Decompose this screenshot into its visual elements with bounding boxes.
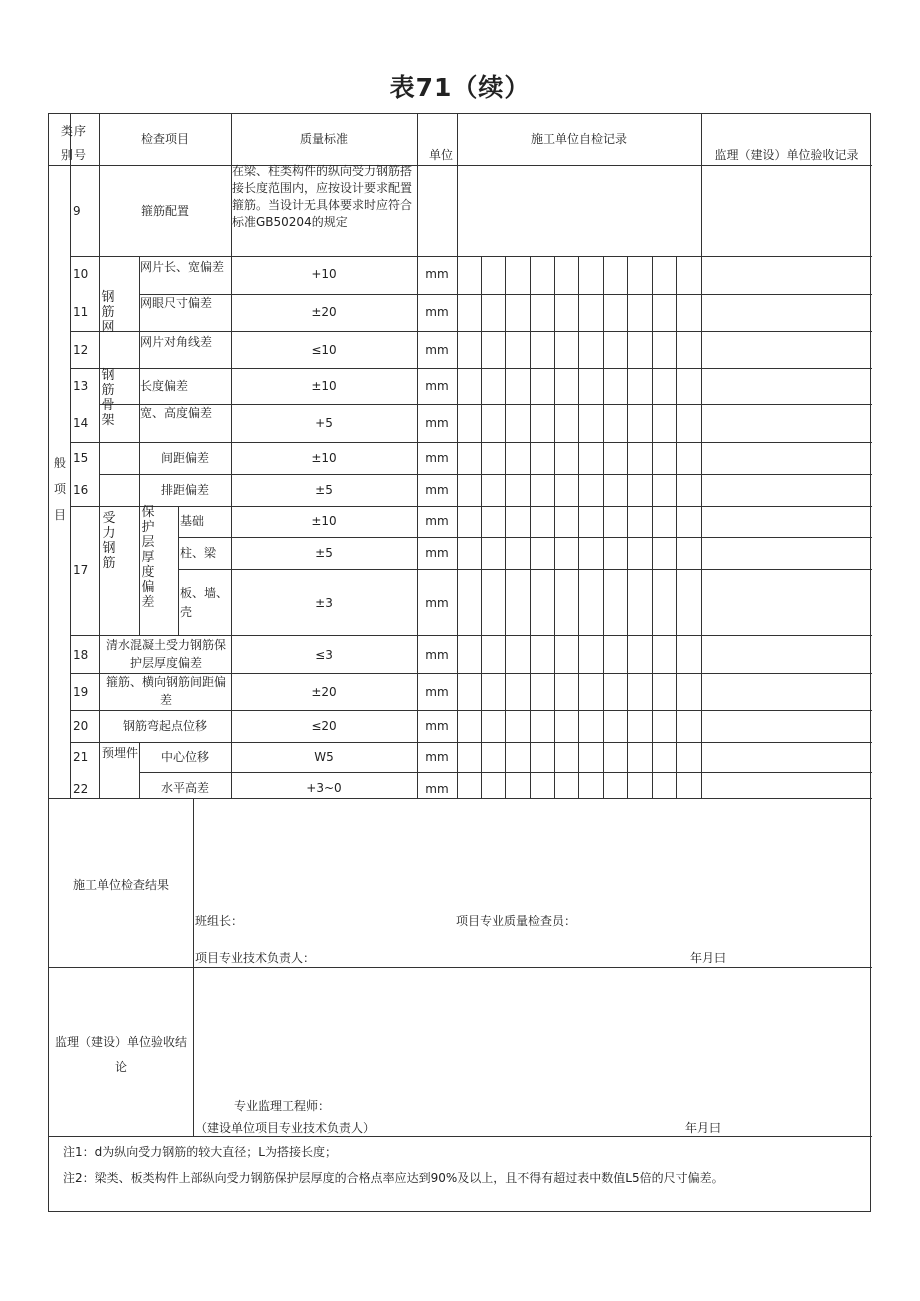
grid-line <box>505 256 506 798</box>
row-item: 箍筋、横向钢筋间距偏差 <box>105 675 226 707</box>
row-item: 网片对角线差 <box>140 335 213 349</box>
group-embedded: 预埋件 <box>102 746 139 760</box>
row-unit: mm <box>425 782 449 796</box>
row-unit: mm <box>425 648 449 662</box>
grid-line <box>70 114 71 798</box>
row-item: 宽、高度偏差 <box>140 406 213 420</box>
grid-line <box>70 506 872 507</box>
row-no: 17 <box>73 563 89 577</box>
grid-line <box>70 742 872 743</box>
row-no: 11 <box>73 305 89 319</box>
row-no: 18 <box>73 648 89 662</box>
row-item: 长度偏差 <box>140 379 189 393</box>
group-skeleton: 钢筋骨架 <box>101 368 115 428</box>
row-standard: +5 <box>315 416 333 430</box>
construction-result-label: 施工单位检查结果 <box>72 878 169 892</box>
tech-leader-label: 项目专业技术负责人： <box>195 951 316 965</box>
quality-inspector-label: 项目专业质量检查员： <box>456 914 577 928</box>
row-unit: mm <box>425 379 449 393</box>
row-item: 钢筋弯起点位移 <box>122 719 207 733</box>
row-no: 22 <box>73 782 89 796</box>
row-standard: ≤3 <box>315 648 333 662</box>
grid-line <box>178 537 872 538</box>
grid-line <box>70 331 872 332</box>
row-item: 基础 <box>180 514 205 528</box>
row-unit: mm <box>425 750 449 764</box>
header-item: 检查项目 <box>140 132 189 146</box>
grid-line <box>481 256 482 798</box>
grid-line <box>676 256 677 798</box>
grid-line <box>178 569 872 570</box>
row-no: 10 <box>73 267 89 281</box>
row-item: 柱、梁 <box>180 546 217 560</box>
row-unit: mm <box>425 546 449 560</box>
owner-rep-label: （建设单位项目专业技术负责人） <box>195 1121 376 1135</box>
construction-date: 年月曰 <box>690 951 727 965</box>
row-unit: mm <box>425 514 449 528</box>
header-category-bottom: 别 <box>61 148 74 162</box>
page-title: 表71（续） <box>389 73 531 102</box>
note-1: 注1：d为纵向受力钢筋的较大直径；L为搭接长度； <box>63 1145 337 1159</box>
row-standard: +3~0 <box>306 781 342 795</box>
grid-line <box>70 442 872 443</box>
inspection-table <box>48 113 871 1212</box>
grid-line <box>457 114 458 798</box>
row-unit: mm <box>425 451 449 465</box>
row-item: 排距偏差 <box>160 483 209 497</box>
grid-line <box>193 798 194 1136</box>
supervision-result-label-2: 论 <box>114 1060 127 1074</box>
row-standard: ±20 <box>311 305 337 319</box>
group-mesh: 钢筋网 <box>101 290 115 335</box>
row-item: 中心位移 <box>160 750 209 764</box>
header-seq-top: 序 <box>74 124 87 138</box>
header-supervision: 监理（建设）单位验收记录 <box>714 148 859 162</box>
group-cover: 保护层厚度偏差 <box>141 505 155 610</box>
grid-line <box>70 710 872 711</box>
row-item: 板、墙、壳 <box>180 586 229 619</box>
header-standard: 质量标准 <box>299 132 348 146</box>
row-item: 网片长、宽偏差 <box>140 260 225 274</box>
grid-line <box>178 506 179 635</box>
row-unit: mm <box>425 483 449 497</box>
grid-line <box>140 294 872 295</box>
row-standard: ±10 <box>311 514 337 528</box>
grid-line <box>627 256 628 798</box>
row-no: 21 <box>73 750 89 764</box>
row-unit: mm <box>425 719 449 733</box>
grid-line <box>70 368 872 369</box>
row-standard: ±3 <box>315 596 333 610</box>
row-no: 15 <box>73 451 89 465</box>
row-item: 网眼尺寸偏差 <box>140 296 213 310</box>
grid-line <box>554 256 555 798</box>
row-standard: ±10 <box>311 451 337 465</box>
grid-line <box>530 256 531 798</box>
row-no: 20 <box>73 719 89 733</box>
grid-line <box>49 967 872 968</box>
grid-line <box>49 798 872 799</box>
row-unit: mm <box>425 685 449 699</box>
row-no: 12 <box>73 343 89 357</box>
row-unit: mm <box>425 305 449 319</box>
grid-line <box>140 772 872 773</box>
category-general: 般项目 <box>53 456 66 522</box>
row-standard: ≤20 <box>311 719 337 733</box>
grid-line <box>578 256 579 798</box>
row-standard: 在梁、柱类构件的纵向受力钢筋搭接长度范围内，应按设计要求配置箍筋。当设计无具体要求时应符合标准GB50204的规定 <box>232 164 413 229</box>
row-item: 清水混凝土受力钢筋保护层厚度偏差 <box>105 638 226 670</box>
group-force: 受力钢筋 <box>102 511 116 571</box>
supervision-result-label: 监理（建设）单位验收结 <box>54 1035 187 1049</box>
row-no: 9 <box>73 204 81 218</box>
row-no: 13 <box>73 379 89 393</box>
row-no: 19 <box>73 685 89 699</box>
row-standard: ±5 <box>315 546 333 560</box>
supervision-engineer-label: 专业监理工程师： <box>234 1099 331 1113</box>
team-leader-label: 班组长： <box>195 914 244 928</box>
row-standard: W5 <box>314 750 334 764</box>
note-2: 注2：梁类、板类构件上部纵向受力钢筋保护层厚度的合格点率应达到90%及以上，且不得有超过表中数值L5倍的尺寸偏差。 <box>63 1171 724 1185</box>
grid-line <box>652 256 653 798</box>
grid-line <box>100 474 872 475</box>
row-unit: mm <box>425 343 449 357</box>
header-seq-bottom: 号 <box>74 148 87 162</box>
grid-line <box>100 404 872 405</box>
row-unit: mm <box>425 416 449 430</box>
row-standard: ±5 <box>315 483 333 497</box>
header-self-check: 施工单位自检记录 <box>530 132 627 146</box>
row-no: 16 <box>73 483 89 497</box>
row-standard: ≤10 <box>311 343 337 357</box>
row-standard: +10 <box>311 267 337 281</box>
row-standard: ±10 <box>311 379 337 393</box>
row-item: 箍筋配置 <box>140 204 189 218</box>
header-category-top: 类 <box>61 124 74 138</box>
row-item: 间距偏差 <box>160 451 209 465</box>
grid-line <box>70 256 872 257</box>
row-unit: mm <box>425 596 449 610</box>
grid-line <box>49 1136 872 1137</box>
supervision-date: 年月曰 <box>685 1121 722 1135</box>
row-item: 水平高差 <box>160 781 209 795</box>
row-standard: ±20 <box>311 685 337 699</box>
grid-line <box>701 114 702 798</box>
grid-line <box>603 256 604 798</box>
row-unit: mm <box>425 267 449 281</box>
header-unit: 单位 <box>429 148 454 162</box>
grid-line <box>49 165 872 166</box>
row-no: 14 <box>73 416 89 430</box>
